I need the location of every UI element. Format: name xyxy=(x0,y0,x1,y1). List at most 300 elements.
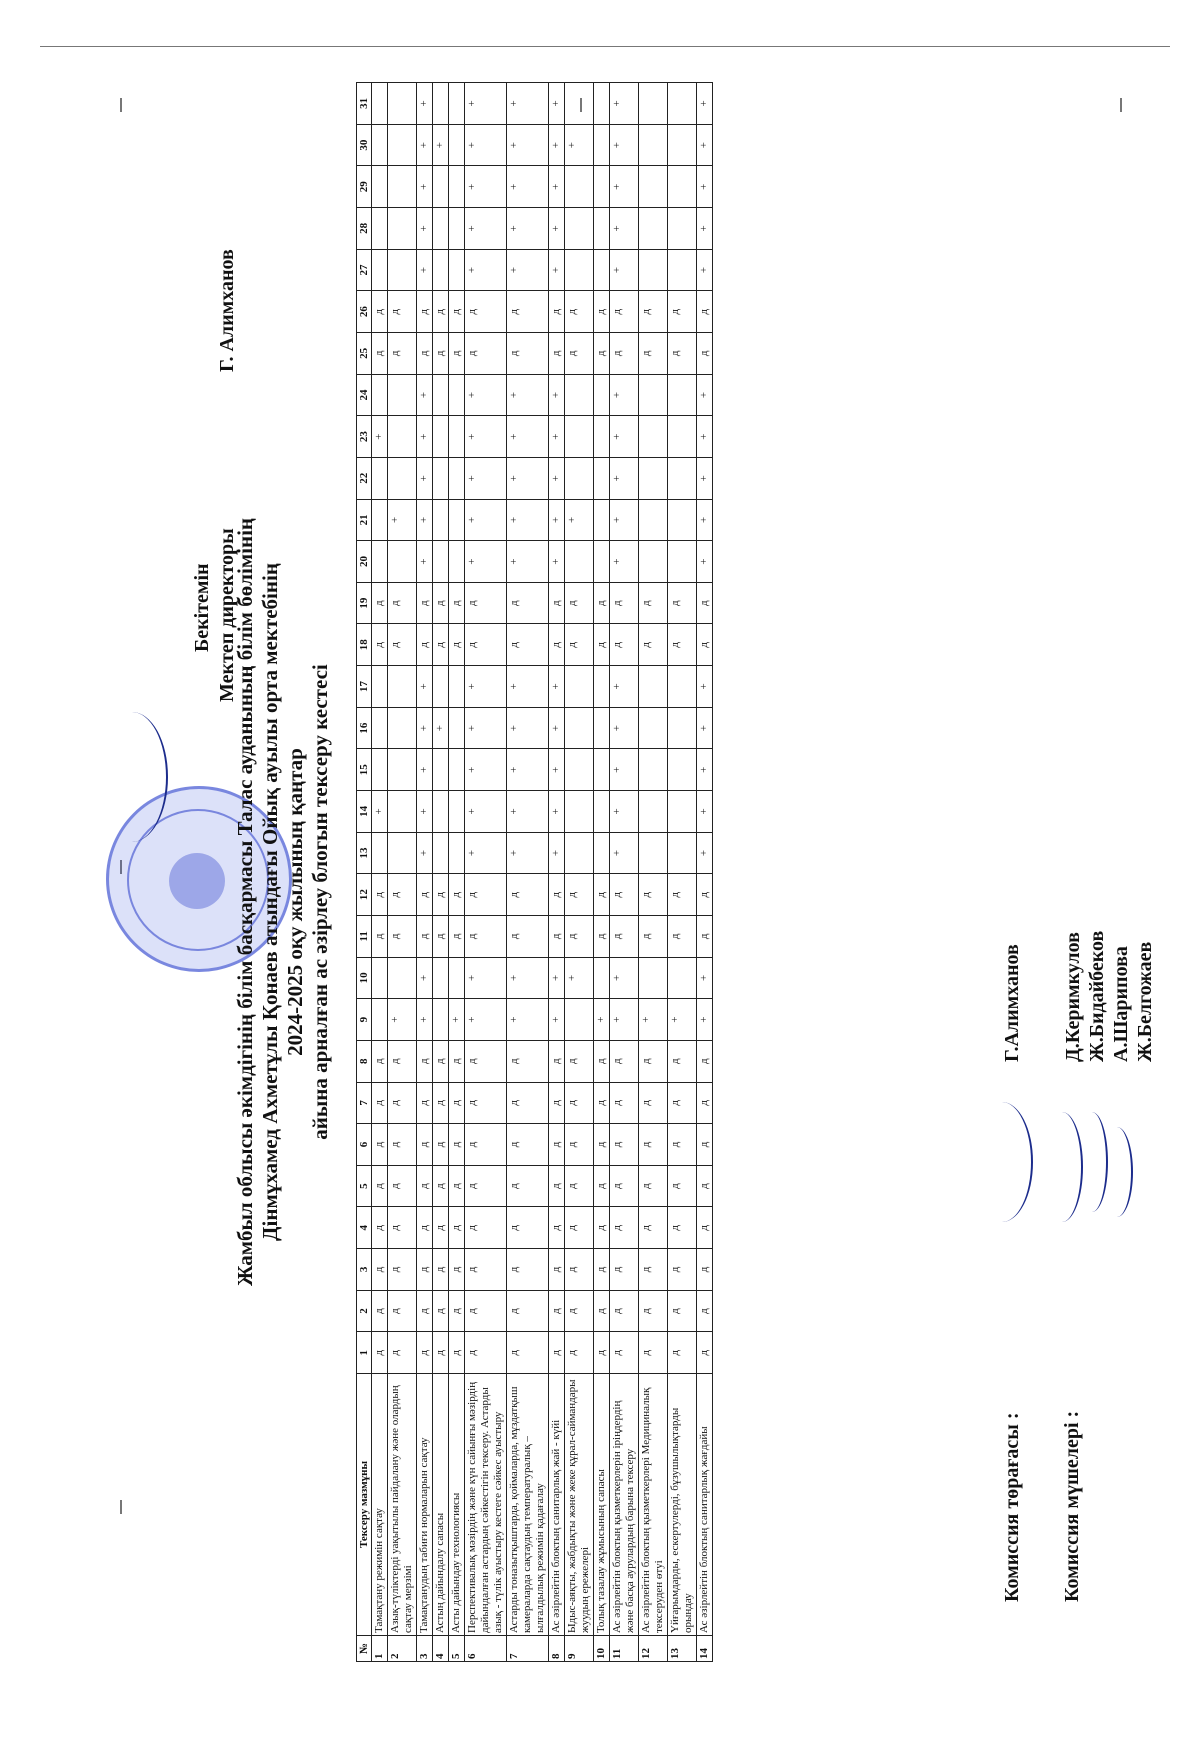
day-mark-cell: + xyxy=(609,541,638,583)
row-content: Ас әзірлейтін блоктың санитарлық жай - күйі xyxy=(548,1374,564,1636)
day-mark-cell: + xyxy=(696,957,712,999)
day-mark-cell: д xyxy=(564,1332,593,1374)
day-mark-cell: д xyxy=(638,1332,667,1374)
day-mark-cell: + xyxy=(609,124,638,166)
day-mark-cell xyxy=(387,83,416,125)
day-mark-cell: д xyxy=(506,915,548,957)
day-mark-cell: + xyxy=(387,499,416,541)
day-mark-cell: д xyxy=(416,1082,432,1124)
day-mark-cell xyxy=(371,83,387,125)
day-mark-cell xyxy=(638,374,667,416)
day-mark-cell: + xyxy=(416,832,432,874)
day-mark-cell: + xyxy=(416,666,432,708)
day-mark-cell: д xyxy=(416,1332,432,1374)
day-mark-cell: д xyxy=(416,291,432,333)
day-mark-cell xyxy=(387,666,416,708)
day-mark-cell: д xyxy=(387,1124,416,1166)
day-header: 30 xyxy=(356,124,371,166)
day-mark-cell xyxy=(593,166,609,208)
day-mark-cell: д xyxy=(506,1124,548,1166)
day-mark-cell: д xyxy=(609,291,638,333)
day-mark-cell: + xyxy=(548,83,564,125)
row-content: Ас әзірлейтін блоктың қызметкерлерін іріңдердің және басқа аурулардың барына тексеру xyxy=(609,1374,638,1636)
day-mark-cell: д xyxy=(548,1040,564,1082)
day-mark-cell xyxy=(387,249,416,291)
director-name: Г. Алимханов xyxy=(215,249,238,372)
day-mark-cell xyxy=(564,208,593,250)
day-mark-cell xyxy=(638,83,667,125)
day-mark-cell xyxy=(371,999,387,1041)
day-header: 9 xyxy=(356,999,371,1041)
day-mark-cell xyxy=(448,124,464,166)
day-mark-cell: д xyxy=(696,582,712,624)
day-mark-cell: д xyxy=(464,624,506,666)
day-mark-cell: + xyxy=(696,999,712,1041)
day-mark-cell: д xyxy=(371,332,387,374)
day-mark-cell: д xyxy=(387,624,416,666)
day-mark-cell: д xyxy=(432,1082,448,1124)
day-mark-cell xyxy=(667,499,696,541)
day-mark-cell: + xyxy=(416,83,432,125)
day-mark-cell: д xyxy=(432,1290,448,1332)
day-mark-cell: д xyxy=(387,1040,416,1082)
day-mark-cell: д xyxy=(448,1207,464,1249)
row-number: 11 xyxy=(609,1636,638,1662)
day-mark-cell: д xyxy=(638,1040,667,1082)
day-mark-cell: д xyxy=(387,291,416,333)
day-mark-cell xyxy=(432,166,448,208)
day-mark-cell: + xyxy=(506,83,548,125)
day-mark-cell: д xyxy=(387,1082,416,1124)
day-mark-cell: д xyxy=(448,624,464,666)
day-header: 28 xyxy=(356,208,371,250)
day-mark-cell: д xyxy=(548,874,564,916)
day-mark-cell: д xyxy=(667,291,696,333)
scan-top-line xyxy=(40,46,1170,47)
day-mark-cell xyxy=(448,832,464,874)
day-mark-cell: д xyxy=(564,1290,593,1332)
table-row xyxy=(371,83,387,1662)
day-mark-cell: + xyxy=(696,457,712,499)
day-mark-cell: д xyxy=(506,1040,548,1082)
day-mark-cell xyxy=(638,749,667,791)
day-mark-cell: + xyxy=(696,249,712,291)
day-mark-cell xyxy=(448,666,464,708)
day-mark-cell xyxy=(371,457,387,499)
day-mark-cell: д xyxy=(564,1124,593,1166)
row-content: Ыдыс-аяқты, жабдықты және жеке құрал-саймандары жуудың ережелері xyxy=(564,1374,593,1636)
row-number: 7 xyxy=(506,1636,548,1662)
day-mark-cell xyxy=(448,791,464,833)
day-mark-cell: д xyxy=(667,1207,696,1249)
day-mark-cell: д xyxy=(638,624,667,666)
day-mark-cell: + xyxy=(506,457,548,499)
table-row xyxy=(506,83,548,1662)
table-row xyxy=(432,83,448,1662)
day-mark-cell xyxy=(432,666,448,708)
document-title xyxy=(232,202,333,1602)
day-mark-cell xyxy=(387,166,416,208)
row-number: 5 xyxy=(448,1636,464,1662)
day-mark-cell: + xyxy=(548,791,564,833)
day-mark-cell: + xyxy=(593,999,609,1041)
day-mark-cell: + xyxy=(696,124,712,166)
day-mark-cell: д xyxy=(609,624,638,666)
row-number: 14 xyxy=(696,1636,712,1662)
day-mark-cell: д xyxy=(371,1249,387,1291)
day-mark-cell xyxy=(371,832,387,874)
row-number: 8 xyxy=(548,1636,564,1662)
day-mark-cell xyxy=(667,791,696,833)
day-mark-cell: + xyxy=(696,666,712,708)
day-mark-cell xyxy=(593,541,609,583)
day-mark-cell xyxy=(448,249,464,291)
day-mark-cell: д xyxy=(667,1165,696,1207)
day-mark-cell: д xyxy=(609,1040,638,1082)
day-mark-cell: + xyxy=(464,666,506,708)
director-signature xyxy=(96,712,168,842)
day-mark-cell: + xyxy=(609,416,638,458)
day-mark-cell xyxy=(667,166,696,208)
day-mark-cell xyxy=(432,208,448,250)
table-row xyxy=(416,83,432,1662)
day-mark-cell: д xyxy=(638,1249,667,1291)
day-mark-cell: + xyxy=(464,457,506,499)
day-mark-cell: + xyxy=(609,832,638,874)
day-mark-cell xyxy=(638,457,667,499)
day-mark-cell: + xyxy=(696,541,712,583)
day-mark-cell xyxy=(593,124,609,166)
day-mark-cell xyxy=(667,374,696,416)
title-line3: 2024-2025 оқу жылының қаңтар xyxy=(282,748,307,1056)
day-mark-cell: д xyxy=(432,1124,448,1166)
day-mark-cell: д xyxy=(564,1165,593,1207)
day-mark-cell: д xyxy=(387,1332,416,1374)
day-mark-cell: д xyxy=(387,874,416,916)
day-mark-cell: д xyxy=(464,582,506,624)
day-mark-cell xyxy=(371,166,387,208)
day-mark-cell: д xyxy=(371,1207,387,1249)
day-mark-cell: + xyxy=(416,957,432,999)
day-mark-cell xyxy=(564,249,593,291)
day-mark-cell xyxy=(667,957,696,999)
day-mark-cell: + xyxy=(638,999,667,1041)
day-mark-cell xyxy=(448,83,464,125)
day-mark-cell xyxy=(638,124,667,166)
day-mark-cell: + xyxy=(464,83,506,125)
col-number-header: № xyxy=(356,1636,371,1662)
day-mark-cell xyxy=(593,749,609,791)
day-header: 11 xyxy=(356,915,371,957)
day-mark-cell: д xyxy=(387,915,416,957)
table-row xyxy=(464,83,506,1662)
day-mark-cell: д xyxy=(696,1290,712,1332)
day-mark-cell: + xyxy=(506,957,548,999)
day-mark-cell xyxy=(638,791,667,833)
day-header: 4 xyxy=(356,1207,371,1249)
day-mark-cell: д xyxy=(371,1040,387,1082)
day-mark-cell xyxy=(448,416,464,458)
day-mark-cell xyxy=(593,416,609,458)
day-header: 19 xyxy=(356,582,371,624)
day-header: 8 xyxy=(356,1040,371,1082)
day-mark-cell xyxy=(371,749,387,791)
day-mark-cell: + xyxy=(416,124,432,166)
day-mark-cell: д xyxy=(416,582,432,624)
row-content: Тамақтанудың табиғи нормаларын сақтау xyxy=(416,1374,432,1636)
day-mark-cell: д xyxy=(696,915,712,957)
day-mark-cell: + xyxy=(464,957,506,999)
day-mark-cell: д xyxy=(593,1082,609,1124)
day-mark-cell: д xyxy=(548,1082,564,1124)
day-mark-cell: д xyxy=(548,624,564,666)
member-name: Ж.Белгожаев xyxy=(1133,941,1156,1062)
day-mark-cell: + xyxy=(387,999,416,1041)
day-mark-cell xyxy=(638,957,667,999)
day-mark-cell: д xyxy=(371,291,387,333)
day-mark-cell: д xyxy=(548,1332,564,1374)
day-header: 21 xyxy=(356,499,371,541)
day-mark-cell: + xyxy=(464,832,506,874)
day-mark-cell: + xyxy=(696,791,712,833)
title-line2: Дінмұхамед Ахметұлы Қонаев атындағы Ойық ауылы орта мектебінің xyxy=(257,563,282,1241)
day-mark-cell: д xyxy=(609,1124,638,1166)
row-content: Азық-түліктерді уақытылы пайдалану және олардың сақтау мерзімі xyxy=(387,1374,416,1636)
row-content: Ас әзірлейтін блоктың санитарлық жағдайы xyxy=(696,1374,712,1636)
day-mark-cell: + xyxy=(416,457,432,499)
table-row xyxy=(609,83,638,1662)
day-mark-cell xyxy=(593,832,609,874)
day-mark-cell xyxy=(432,457,448,499)
day-mark-cell: д xyxy=(667,1040,696,1082)
day-mark-cell: д xyxy=(696,1040,712,1082)
day-mark-cell: д xyxy=(548,915,564,957)
member-signature xyxy=(1101,1127,1133,1217)
day-mark-cell xyxy=(667,416,696,458)
day-mark-cell: + xyxy=(506,249,548,291)
row-content: Толық тазалау жұмысының сапасы xyxy=(593,1374,609,1636)
day-mark-cell: д xyxy=(387,1290,416,1332)
day-mark-cell: д xyxy=(448,1249,464,1291)
day-mark-cell: + xyxy=(416,791,432,833)
day-mark-cell: д xyxy=(506,332,548,374)
day-mark-cell: д xyxy=(416,1207,432,1249)
day-mark-cell: д xyxy=(371,874,387,916)
day-mark-cell: + xyxy=(506,416,548,458)
day-mark-cell xyxy=(448,457,464,499)
day-mark-cell xyxy=(564,83,593,125)
day-mark-cell xyxy=(387,957,416,999)
day-mark-cell xyxy=(593,666,609,708)
day-mark-cell xyxy=(387,208,416,250)
day-mark-cell: + xyxy=(548,541,564,583)
day-mark-cell: д xyxy=(564,291,593,333)
day-mark-cell: + xyxy=(548,208,564,250)
day-mark-cell: д xyxy=(506,1082,548,1124)
day-mark-cell xyxy=(371,124,387,166)
day-mark-cell xyxy=(387,832,416,874)
row-content: Үйғарымдарды, ескертулерді, бұзушылықтарды орындау xyxy=(667,1374,696,1636)
day-mark-cell xyxy=(432,249,448,291)
day-mark-cell: + xyxy=(548,499,564,541)
day-mark-cell xyxy=(593,499,609,541)
day-mark-cell: + xyxy=(548,457,564,499)
day-mark-cell: д xyxy=(506,1332,548,1374)
day-mark-cell xyxy=(564,666,593,708)
day-mark-cell xyxy=(593,83,609,125)
day-mark-cell: + xyxy=(464,374,506,416)
day-header: 15 xyxy=(356,749,371,791)
day-mark-cell: д xyxy=(432,1249,448,1291)
day-mark-cell: д xyxy=(696,291,712,333)
day-mark-cell: + xyxy=(696,208,712,250)
day-mark-cell: д xyxy=(464,291,506,333)
day-mark-cell: + xyxy=(464,208,506,250)
day-mark-cell xyxy=(564,457,593,499)
approval-line1: Бекітемін xyxy=(190,563,213,652)
day-mark-cell: д xyxy=(667,1082,696,1124)
day-header: 26 xyxy=(356,291,371,333)
day-mark-cell: д xyxy=(506,1290,548,1332)
day-mark-cell: д xyxy=(609,1249,638,1291)
day-mark-cell: д xyxy=(548,1207,564,1249)
member-name: Д.Керимкулов xyxy=(1061,932,1084,1062)
day-mark-cell: + xyxy=(696,832,712,874)
day-mark-cell: д xyxy=(387,1249,416,1291)
commission-block xyxy=(981,102,1156,1602)
day-mark-cell: + xyxy=(548,666,564,708)
day-mark-cell xyxy=(638,249,667,291)
day-mark-cell: д xyxy=(593,1290,609,1332)
day-mark-cell: д xyxy=(667,582,696,624)
day-mark-cell xyxy=(371,249,387,291)
day-mark-cell: + xyxy=(506,166,548,208)
row-number: 4 xyxy=(432,1636,448,1662)
day-mark-cell xyxy=(564,707,593,749)
day-mark-cell: + xyxy=(696,499,712,541)
day-header: 23 xyxy=(356,416,371,458)
day-header: 7 xyxy=(356,1082,371,1124)
day-mark-cell xyxy=(448,707,464,749)
day-mark-cell: + xyxy=(416,541,432,583)
day-mark-cell: д xyxy=(448,1082,464,1124)
day-mark-cell: д xyxy=(593,332,609,374)
chair-signature xyxy=(971,1102,1033,1222)
day-mark-cell: д xyxy=(609,1332,638,1374)
day-mark-cell: + xyxy=(696,416,712,458)
day-mark-cell: + xyxy=(506,666,548,708)
day-mark-cell: + xyxy=(609,499,638,541)
day-mark-cell: д xyxy=(464,1082,506,1124)
day-mark-cell: + xyxy=(464,416,506,458)
day-mark-cell xyxy=(387,707,416,749)
day-header: 2 xyxy=(356,1290,371,1332)
row-number: 6 xyxy=(464,1636,506,1662)
day-mark-cell: + xyxy=(548,249,564,291)
day-mark-cell: + xyxy=(416,249,432,291)
day-header: 18 xyxy=(356,624,371,666)
day-mark-cell xyxy=(593,374,609,416)
day-mark-cell: + xyxy=(667,999,696,1041)
day-mark-cell: д xyxy=(548,1165,564,1207)
day-mark-cell: д xyxy=(371,1332,387,1374)
row-content: Асты дайындау технологиясы xyxy=(448,1374,464,1636)
day-mark-cell xyxy=(387,791,416,833)
day-mark-cell: д xyxy=(506,1207,548,1249)
day-mark-cell: д xyxy=(371,1165,387,1207)
day-mark-cell xyxy=(432,541,448,583)
day-header: 22 xyxy=(356,457,371,499)
day-mark-cell xyxy=(593,707,609,749)
day-mark-cell xyxy=(371,374,387,416)
day-mark-cell xyxy=(667,541,696,583)
day-mark-cell xyxy=(387,416,416,458)
day-mark-cell: д xyxy=(548,332,564,374)
day-mark-cell xyxy=(432,749,448,791)
day-mark-cell: д xyxy=(696,1207,712,1249)
row-content: Перспективалық мәзірдің және күн сайынғы мәзірдің дайындалған астардың сәйкестігін тексеру. Астарды азық - түлік ауыстыру кестеге сәйкес ауыстыру xyxy=(464,1374,506,1636)
day-mark-cell: д xyxy=(448,915,464,957)
day-mark-cell: д xyxy=(609,582,638,624)
day-mark-cell xyxy=(564,374,593,416)
day-mark-cell: д xyxy=(464,915,506,957)
day-mark-cell: д xyxy=(464,874,506,916)
day-mark-cell xyxy=(564,999,593,1041)
day-mark-cell: + xyxy=(416,999,432,1041)
document-header xyxy=(56,82,356,1662)
day-mark-cell: д xyxy=(593,291,609,333)
day-mark-cell: д xyxy=(448,1124,464,1166)
day-mark-cell: + xyxy=(464,999,506,1041)
day-mark-cell: д xyxy=(464,1332,506,1374)
day-mark-cell: д xyxy=(416,1165,432,1207)
commission-members-label: Комиссия мүшелері : xyxy=(1060,1410,1083,1602)
day-mark-cell: д xyxy=(609,1082,638,1124)
day-mark-cell: д xyxy=(564,1040,593,1082)
day-mark-cell: + xyxy=(371,791,387,833)
day-mark-cell: + xyxy=(548,957,564,999)
day-mark-cell: д xyxy=(432,1207,448,1249)
title-line4: айына арналған ас әзірлеу блогын тексеру кестесі xyxy=(307,664,332,1140)
day-mark-cell: д xyxy=(432,1040,448,1082)
day-mark-cell: д xyxy=(638,915,667,957)
day-mark-cell: д xyxy=(448,332,464,374)
row-content: Астарды тоназытқыштарда, қоймаларда, мұздатқыш камераларда сақтаудың температуралық – ылғалдылық режимін қадағалау xyxy=(506,1374,548,1636)
day-mark-cell: д xyxy=(638,1290,667,1332)
day-mark-cell: д xyxy=(506,874,548,916)
day-mark-cell: д xyxy=(432,1332,448,1374)
day-mark-cell: д xyxy=(432,915,448,957)
day-header: 1 xyxy=(356,1332,371,1374)
day-mark-cell: д xyxy=(564,874,593,916)
day-mark-cell: + xyxy=(609,666,638,708)
day-mark-cell xyxy=(448,499,464,541)
day-mark-cell: д xyxy=(371,582,387,624)
col-content-header: Тексеру мазмұны xyxy=(356,1374,371,1636)
day-mark-cell: + xyxy=(609,707,638,749)
day-mark-cell: д xyxy=(387,1207,416,1249)
day-mark-cell: + xyxy=(506,707,548,749)
day-mark-cell: + xyxy=(506,124,548,166)
day-mark-cell: д xyxy=(593,624,609,666)
day-mark-cell xyxy=(564,791,593,833)
row-content: Ас әзірлейтін блоктың қызметкерлері Медициналық тексеруден өтуі xyxy=(638,1374,667,1636)
day-mark-cell: + xyxy=(432,124,448,166)
day-mark-cell xyxy=(387,749,416,791)
day-mark-cell: + xyxy=(609,957,638,999)
day-mark-cell: д xyxy=(609,1290,638,1332)
day-mark-cell: д xyxy=(564,1207,593,1249)
